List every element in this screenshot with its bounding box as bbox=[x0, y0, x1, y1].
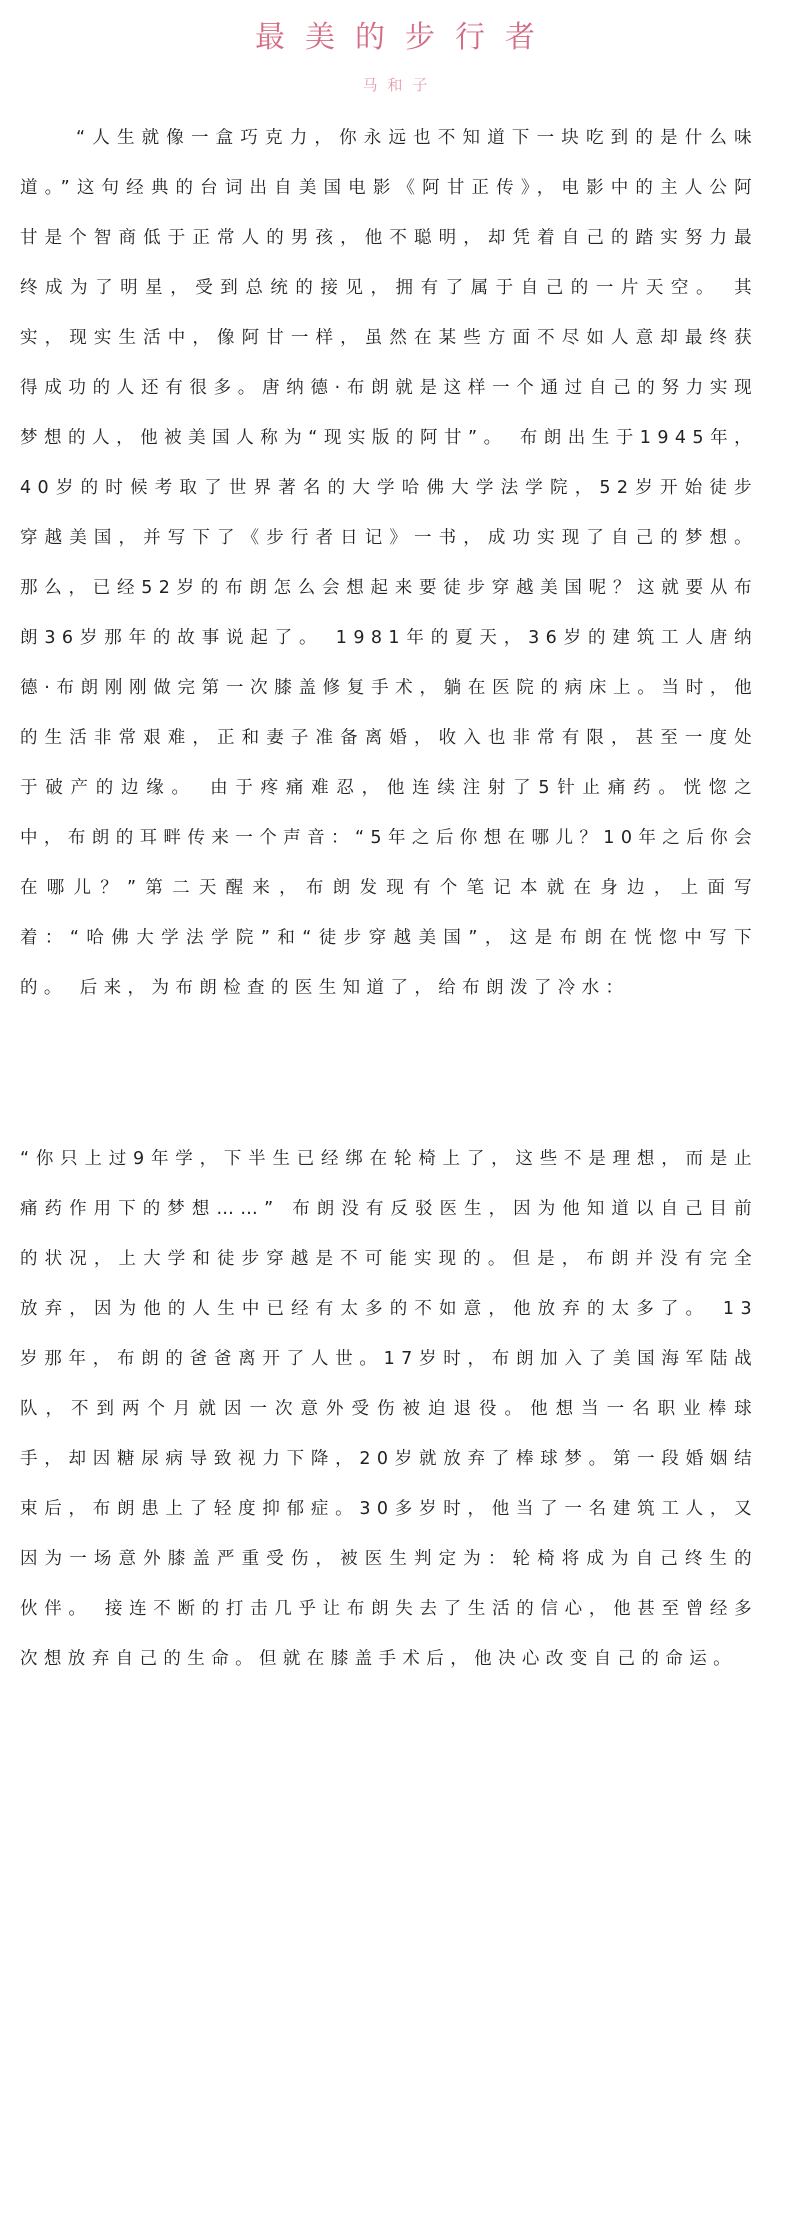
body-paragraph bbox=[20, 113, 758, 1013]
body-paragraph bbox=[20, 1134, 758, 1684]
paragraph-text: “你只上过9年学，下半生已经绑在轮椅上了，这些不是理想，而是止痛药作用下的梦想……” 布朗没有反驳医生，因为他知道以自己目前的状况，上大学和徒步穿越是不可能实现的。但是，布朗并没有完全放弃，因为他的人生中已经有太多的不如意，他放弃的太多了。 13岁那年，布朗的爸爸离开了人世。17岁时，布朗加入了美国海军陆战队，不到两个月就因一次意外受伤被迫退役。他想当一名职业棒球手，却因糖尿病导致视力下降，20岁就放弃了棒球梦。第一段婚姻结束后，布朗患上了轻度抑郁症。30多岁时，他当了一名建筑工人，又因为一场意外膝盖严重受伤，被医生判定为：轮椅将成为自己终生的伙伴。 接连不断的打击几乎让布朗失去了生活的信心，他甚至曾经多次想放弃自己的生命。但就在膝盖手术后，他决心改变自己的命运。 bbox=[20, 1149, 758, 1669]
paragraph-text: “人生就像一盒巧克力，你永远也不知道下一块吃到的是什么味道。”这句经典的台词出自美国电影《阿甘正传》，电影中的主人公阿甘是个智商低于正常人的男孩，他不聪明，却凭着自己的踏实努力最终成为了明星，受到总统的接见，拥有了属于自己的一片天空。 其实，现实生活中，像阿甘一样，虽然在某些方面不尽如人意却最终获得成功的人还有很多。唐纳德·布朗就是这样一个通过自己的努力实现梦想的人，他被美国人称为“现实版的阿甘”。 布朗出生于1945年，40岁的时候考取了世界著名的大学哈佛大学法学院，52岁开始徒步穿越美国，并写下了《步行者日记》一书，成功实现了自己的梦想。 那么，已经52岁的布朗怎么会想起来要徒步穿越美国呢？这就要从布朗36岁那年的故事说起了。 1981年的夏天，36岁的建筑工人唐纳德·布朗刚刚做完第一次膝盖修复手术，躺在医院的病床上。当时，他的生活非常艰难，正和妻子准备离婚，收入也非常有限，甚至一度处于破产的边缘。 由于疼痛难忍，他连续注射了5针止痛药。恍惚之中，布朗的耳畔传来一个声音：“5年之后你想在哪儿？10年之后你会在哪儿？”第二天醒来，布朗发现有个笔记本就在身边，上面写着：“哈佛大学法学院”和“徒步穿越美国”，这是布朗在恍惚中写下的。 后来，为布朗检查的医生知道了，给布朗泼了冷水： bbox=[20, 128, 758, 998]
article-title: 最美的步行者 bbox=[255, 20, 555, 55]
article-author: 马和子 bbox=[362, 76, 438, 94]
